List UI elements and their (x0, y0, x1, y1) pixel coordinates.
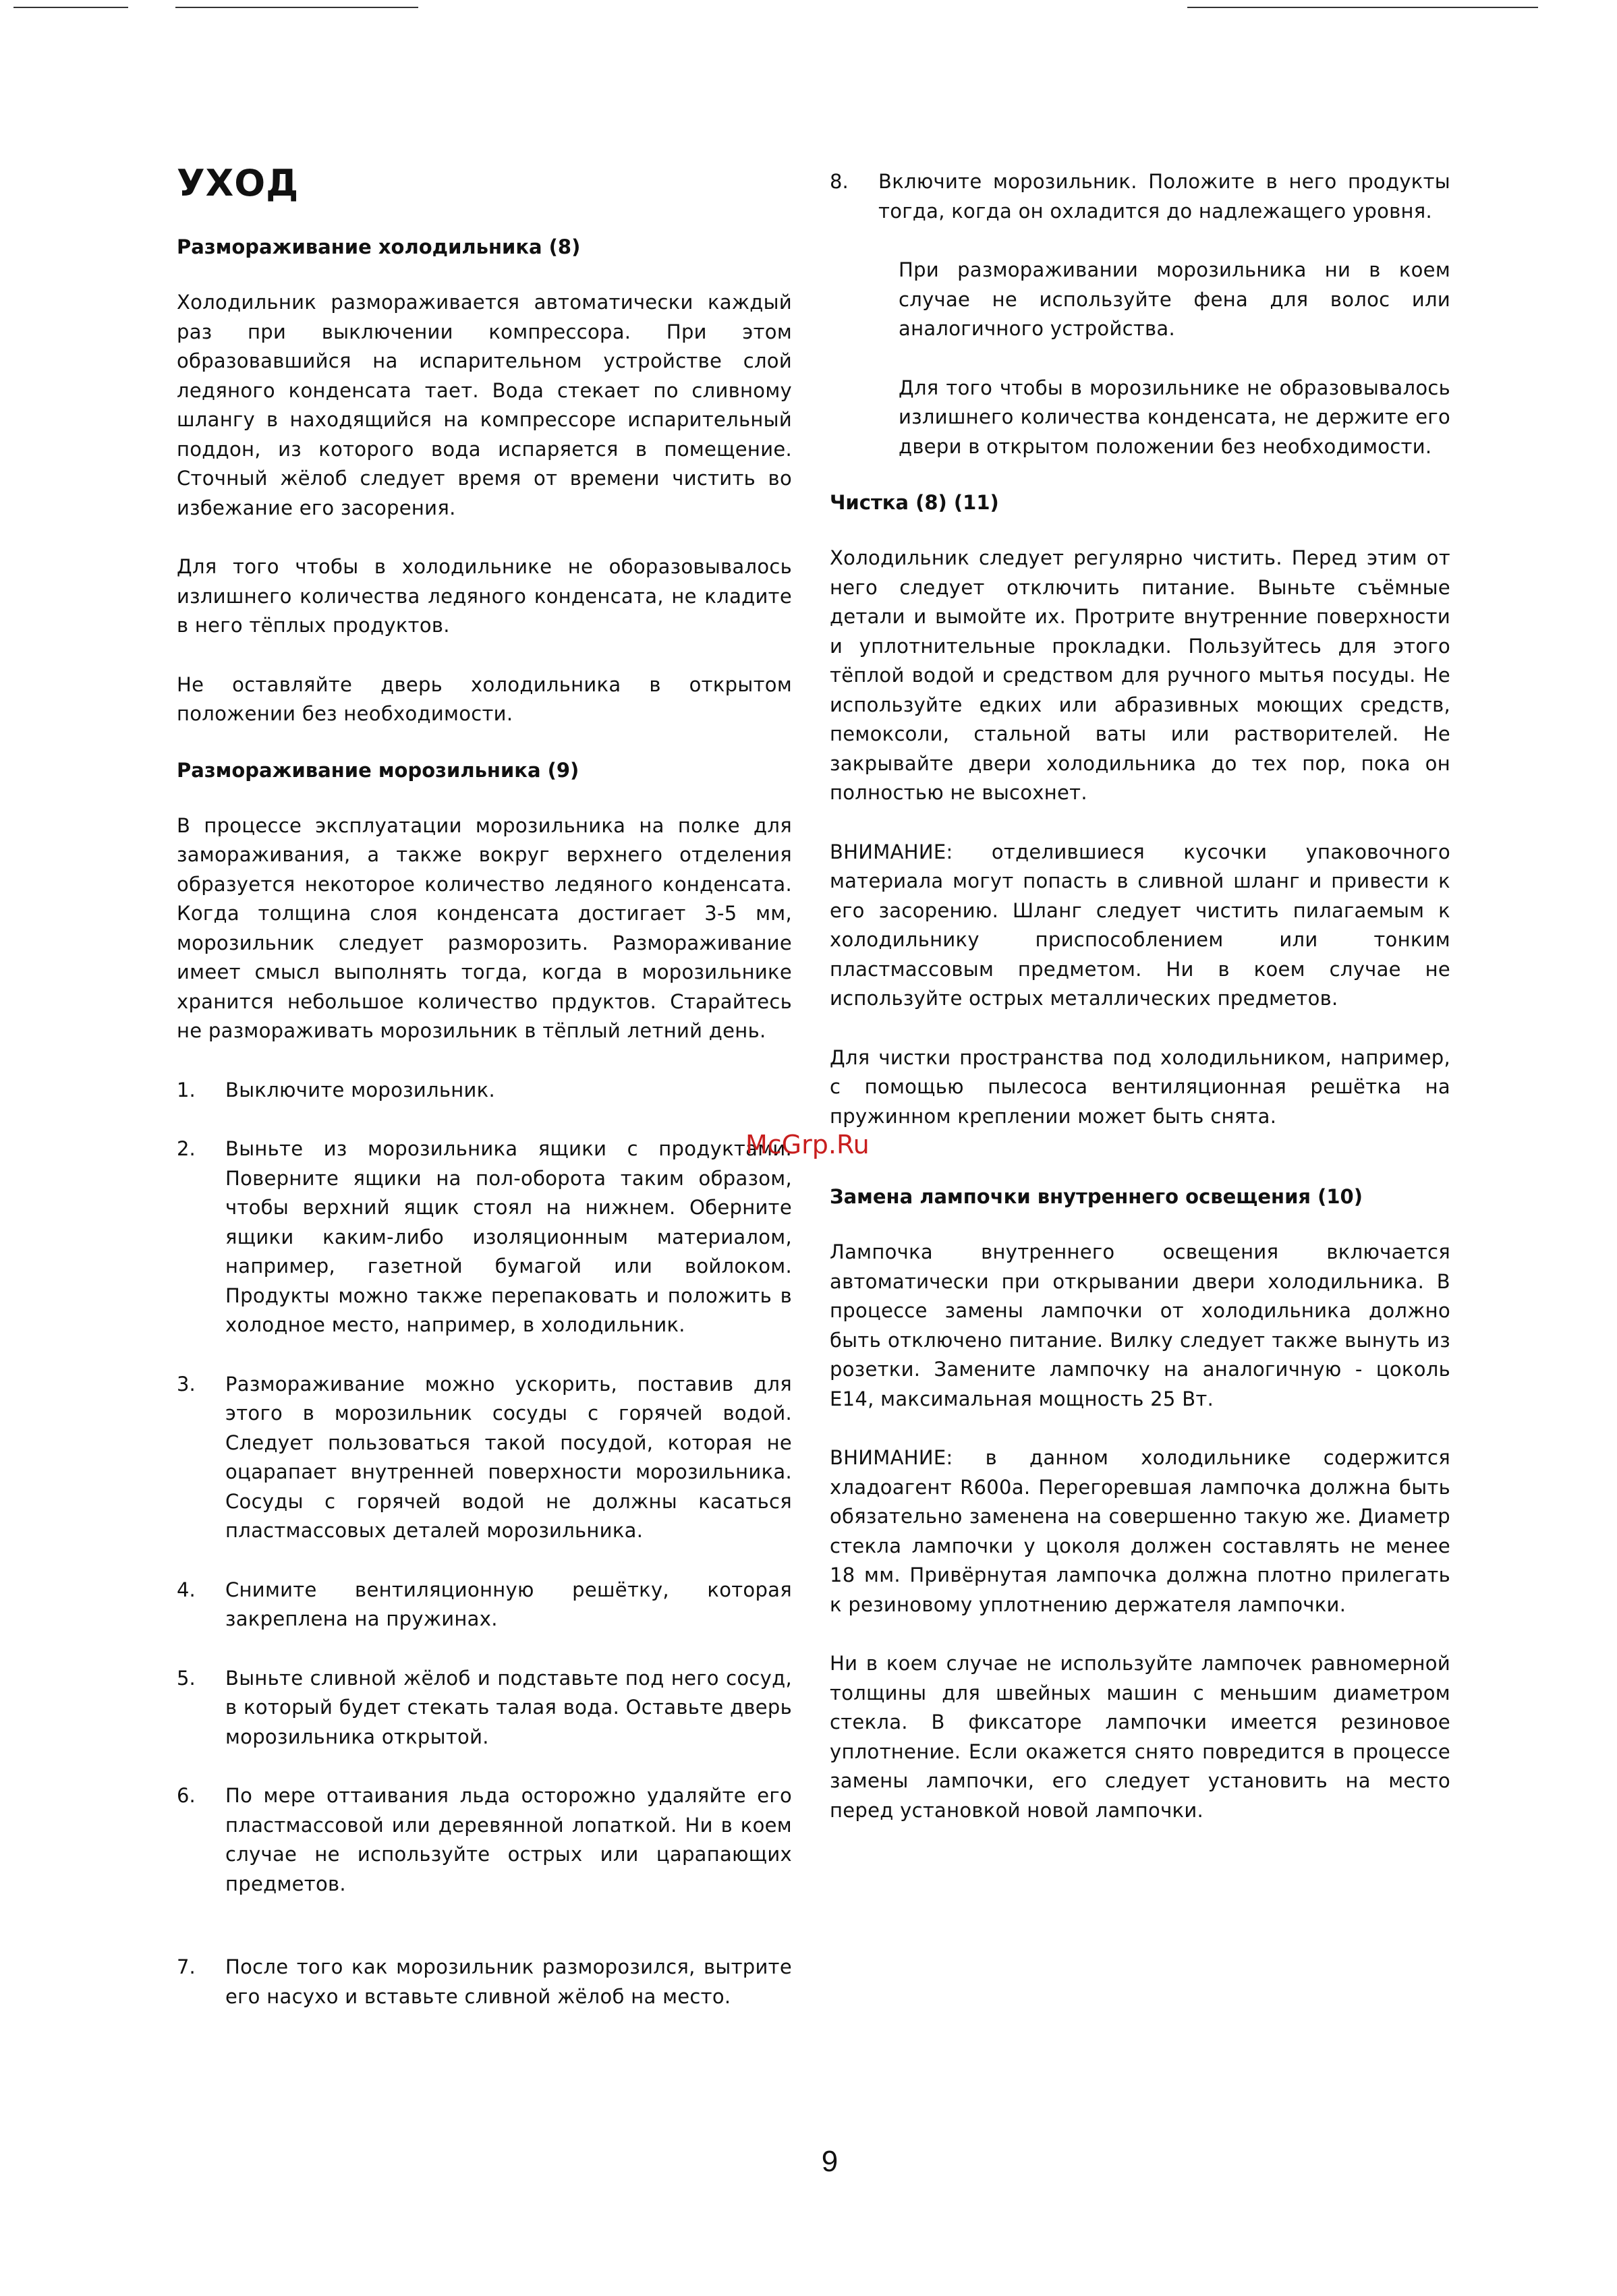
note: Для того чтобы в морозильнике не образовывалось излишнего количества конденсата, не держите его двери в открытом положении без необходимости. (899, 376, 1450, 458)
paragraph: Для чистки пространства под холодильником, например, с помощью пылесоса вентиляционная решётка на пружинном креплении может быть снята. (830, 1045, 1450, 1128)
paragraph: Ни в коем случае не используйте лампочек равномерной толщины для швейных машин с меньшим диаметром стекла. В фиксаторе лампочки имеется резиновое уплотнение. Если окажется снято повредится в процессе замены лампочки, его следует установить на место перед установкой новой лампочки. (830, 1652, 1450, 1822)
step-number: 1. (177, 1078, 196, 1101)
note: При размораживании морозильника ни в коем случае не используйте фена для волос или аналогичного устройства. (899, 258, 1450, 340)
left-column (177, 162, 792, 2041)
list-item (177, 1781, 792, 1899)
top-rule-right (1187, 7, 1538, 8)
heading-defrost-fridge: Размораживание холодильника (8) (177, 235, 581, 258)
step-number: 3. (177, 1372, 196, 1396)
step-text: Размораживание можно ускорить, поставив для этого в морозильник сосуды с горячей водой. Следует пользоваться такой посудой, которая не оцарапает внутренней поверхности морозильника. Сосуды с горячей водой не должны касаться пластмассовых деталей морозильника. (225, 1372, 792, 1542)
list-item (177, 1076, 792, 1106)
heading-cleaning: Чистка (8) (11) (830, 491, 999, 514)
list-item (830, 167, 1450, 226)
step-number: 5. (177, 1666, 196, 1690)
step-text: Включите морозильник. Положите в него продукты тогда, когда он охладится до надлежащего уровня. (878, 170, 1450, 223)
paragraph: Лампочка внутреннего освещения включается автоматически при открывании двери холодильника. В процессе замены лампочки от холодильника должно быть отключено питание. Вилку следует также вынуть из розетки. Замените лампочку на аналогичную - цоколь Е14, максимальная мощность 25 Вт. (830, 1240, 1450, 1410)
paragraph: Для того чтобы в холодильнике не оборазовывалось излишнего количества ледяного конденсата, не кладите в него тёплых продуктов. (177, 555, 792, 637)
paragraph: Холодильник следует регулярно чистить. Перед этим от него следует отключить питание. Выньте съёмные детали и вымойте их. Протрите внутренние поверхности и уплотнительные прокладки. Пользуйтесь для этого тёплой водой и средством для ручного мытья посуды. Не используйте едких или абразивных моющих средств, пемоксоли, стальной ваты или растворителей. Не закрывайте двери холодильника до тех пор, пока он полностью не высохнет. (830, 546, 1450, 804)
heading-lamp: Замена лампочки внутреннего освещения (10) (830, 1185, 1363, 1208)
page-number: 9 (821, 2145, 839, 2178)
list-item (177, 1664, 792, 1752)
list-item (177, 1576, 792, 1634)
list-item (177, 1370, 792, 1546)
list-item (177, 1135, 792, 1340)
top-rule-left (13, 7, 128, 8)
list-item (177, 1953, 792, 2011)
step-text: Снимите вентиляционную решётку, которая закреплена на пружинах. (225, 1578, 792, 1630)
step-text: Выньте из морозильника ящики с продуктами. Поверните ящики на пол-оборота таким образом, чтобы верхний ящик стоял на нижнем. Оберните ящики каким-либо изоляционным материалом, например, газетной бумагой или войлоком. Продукты можно также перепаковать и положить в холодное место, например, в холодильник. (225, 1137, 792, 1336)
step-number: 4. (177, 1578, 196, 1601)
step-text: Выключите морозильник. (225, 1078, 495, 1101)
paragraph: ВНИМАНИЕ: отделившиеся кусочки упаковочного материала могут попасть в сливной шланг и привести к его засорению. Шланг следует чистить пилагаемым к холодильнику приспособлением или тонким пластмассовым предметом. Ни в коем случае не используйте острых металлических предметов. (830, 840, 1450, 1010)
right-column (830, 167, 1450, 1855)
top-rule-left-2 (175, 7, 418, 8)
paragraph: ВНИМАНИЕ: в данном холодильнике содержится хладоагент R600a. Перегоревшая лампочка должна быть обязательно заменена на совершенно такую же. Диаметр стекла лампочки у цоколя должен составлять не менее 18 мм. Привёрнутая лампочка должна плотно прилегать к резиновому уплотнению держателя лампочки. (830, 1446, 1450, 1616)
watermark: McGrp.Ru (745, 1130, 870, 1159)
paragraph: Не оставляйте дверь холодильника в открытом положении без необходимости. (177, 672, 792, 725)
step-number: 6. (177, 1784, 196, 1807)
step-text: Выньте сливной жёлоб и подставьте под него сосуд, в который будет стекать талая вода. Оставьте дверь морозильника открытой. (225, 1666, 792, 1748)
step-number: 8. (830, 170, 849, 193)
heading-defrost-freezer: Размораживание морозильника (9) (177, 758, 579, 782)
page-title: УХОД (177, 162, 300, 204)
step-text: По мере оттаивания льда осторожно удаляйте его пластмассовой или деревянной лопаткой. Ни в коем случае не используйте острых или царапающих предметов. (225, 1784, 792, 1895)
step-number: 2. (177, 1137, 196, 1160)
step-text: После того как морозильник разморозился, вытрите его насухо и вставьте сливной жёлоб на место. (225, 1955, 792, 2008)
paragraph: Холодильник размораживается автоматически каждый раз при выключении компрессора. При этом образовавшийся на испарительном устройстве слой ледяного конденсата тает. Вода стекает по сливному шлангу в находящийся на компрессоре испарительный поддон, из которого вода испаряется в помещение. Сточный жёлоб следует время от времени чистить во избежание его засорения. (177, 291, 792, 519)
step-number: 7. (177, 1955, 196, 1978)
paragraph: В процессе эксплуатации морозильника на полке для замораживания, а также вокруг верхнего отделения образуется некоторое количество ледяного конденсата. Когда толщина слоя конденсата достигает 3-5 мм, морозильник следует разморозить. Размораживание имеет смысл выполнять тогда, когда в морозильнике хранится небольшое количество прдуктов. Старайтесь не размораживать морозильник в тёплый летний день. (177, 813, 792, 1042)
